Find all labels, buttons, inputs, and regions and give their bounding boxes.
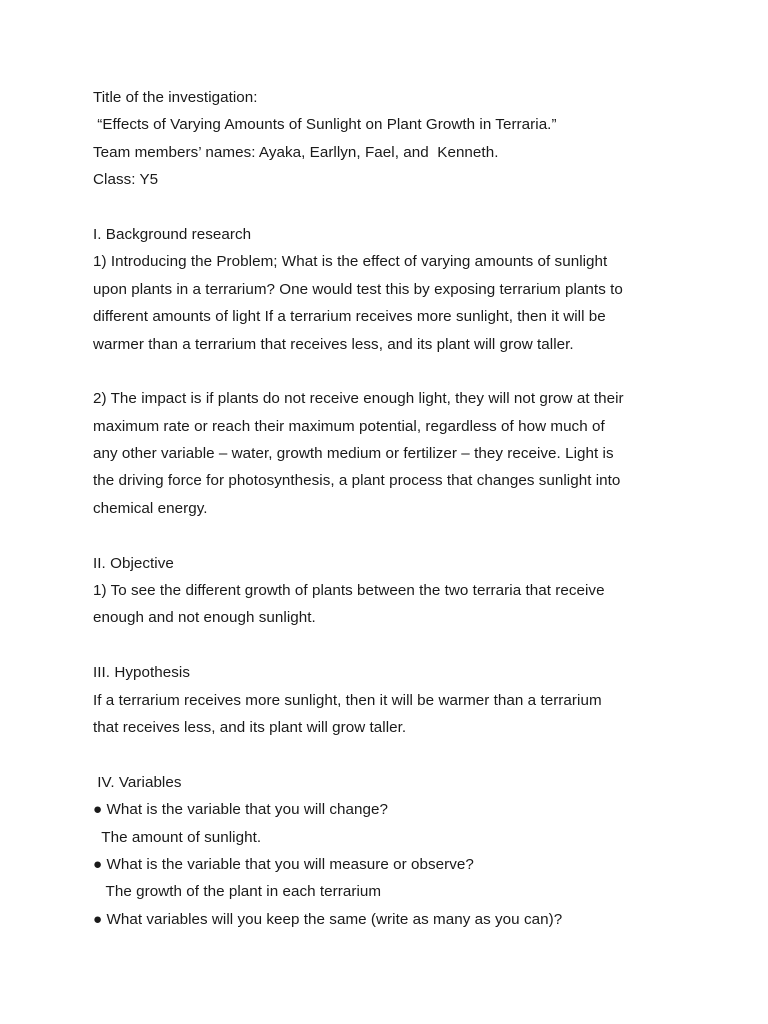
background-p1-line: warmer than a terrarium that receives less, and its plant will grow taller. (93, 335, 574, 353)
variables-question-measure: ● What is the variable that you will measure or observe? (93, 855, 474, 873)
background-p1-line: different amounts of light If a terrarium receives more sunlight, then it will be (93, 308, 606, 326)
variables-answer-change: The amount of sunlight. (93, 828, 262, 846)
section-heading-objective: II. Objective (93, 554, 174, 572)
background-p2-line: the driving force for photosynthesis, a plant process that changes sunlight into (93, 472, 621, 490)
hypothesis-line: that receives less, and its plant will grow taller. (93, 718, 407, 736)
title-label: Title of the investigation: (93, 89, 258, 106)
class-label: Class: Y5 (93, 171, 159, 189)
background-p1-line: 1) Introducing the Problem; What is the effect of varying amounts of sunlight (93, 253, 608, 271)
objective-line: 1) To see the different growth of plants between the two terraria that receive (93, 582, 605, 600)
background-p1-line: upon plants in a terrarium? One would test this by exposing terrarium plants to (93, 280, 623, 298)
spacer (93, 522, 718, 549)
investigation-title: “Effects of Varying Amounts of Sunlight on Plant Growth in Terraria.” (93, 116, 557, 134)
variables-answer-measure: The growth of the plant in each terrarium (93, 883, 382, 901)
section-heading-background: I. Background research (93, 225, 252, 243)
hypothesis-line: If a terrarium receives more sunlight, then it will be warmer than a terrarium (93, 691, 602, 709)
spacer (93, 194, 718, 221)
section-heading-hypothesis: III. Hypothesis (93, 664, 190, 682)
variables-question-constant: ● What variables will you keep the same (write as many as you can)? (93, 910, 563, 928)
background-p2-line: 2) The impact is if plants do not receive enough light, they will not grow at their (93, 390, 624, 408)
section-heading-variables: IV. Variables (93, 773, 182, 791)
spacer (93, 632, 718, 659)
background-p2-line: any other variable – water, growth medium or fertilizer – they receive. Light is (93, 445, 614, 463)
document-body (93, 84, 718, 933)
variables-question-change: ● What is the variable that you will change? (93, 801, 389, 819)
background-p2-line: chemical energy. (93, 499, 208, 517)
team-members: Team members’ names: Ayaka, Earllyn, Fael, and Kenneth. (93, 143, 499, 161)
objective-line: enough and not enough sunlight. (93, 609, 316, 627)
spacer (93, 741, 718, 768)
background-p2-line: maximum rate or reach their maximum potential, regardless of how much of (93, 417, 605, 435)
spacer (93, 358, 718, 385)
